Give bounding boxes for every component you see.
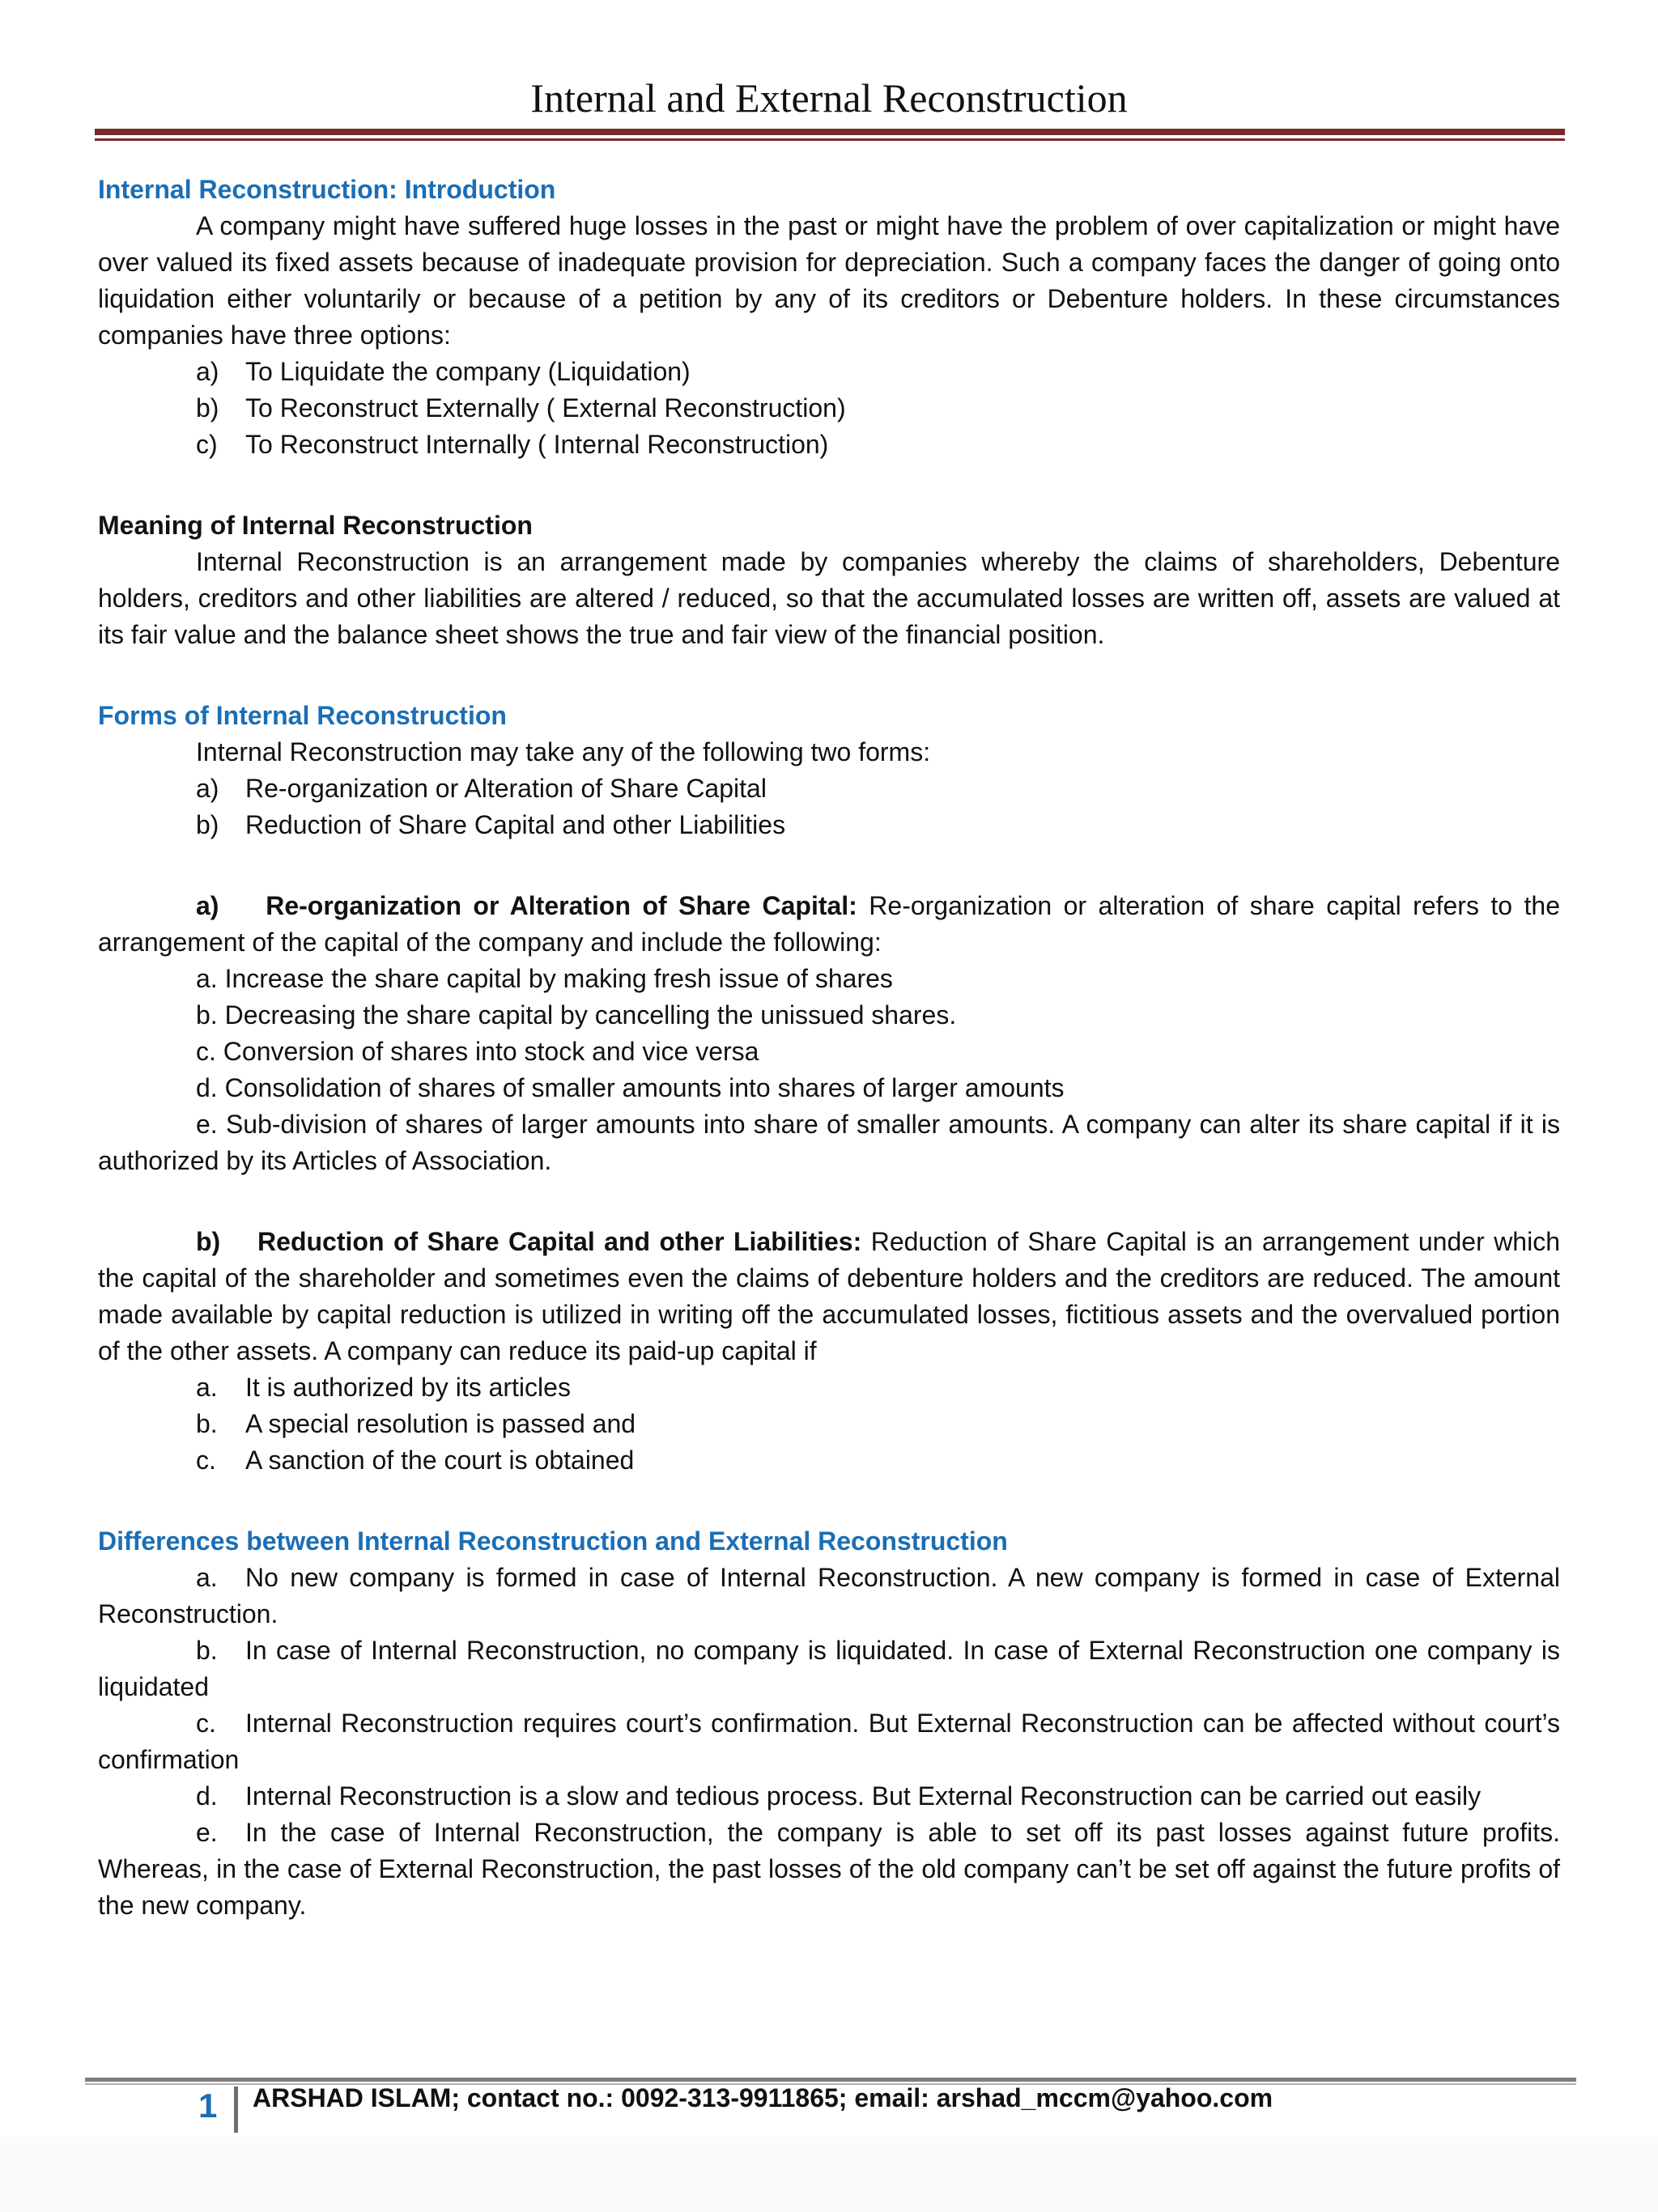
- list-text: No new company is formed in case of Internal Reconstruction. A new company is formed in case of External Reconstruction.: [98, 1563, 1560, 1628]
- difference-item: [98, 1632, 1560, 1705]
- list-text: Re-organization or Alteration of Share Capital: [245, 774, 767, 803]
- reduction-paragraph: [98, 1224, 1560, 1369]
- reduction-label: b) Reduction of Share Capital and other Liabilities:: [196, 1227, 862, 1256]
- list-item: [98, 771, 1560, 807]
- list-text: To Liquidate the company (Liquidation): [245, 357, 691, 386]
- forms-heading: Forms of Internal Reconstruction: [98, 701, 507, 730]
- reorganization-paragraph: [98, 888, 1560, 961]
- page-number: 1: [198, 2087, 218, 2125]
- list-item: d. Consolidation of shares of smaller amounts into shares of larger amounts: [196, 1073, 1065, 1102]
- page-title: Internal and External Reconstruction: [530, 75, 1128, 121]
- list-text: Internal Reconstruction requires court’s confirmation. But External Reconstruction can be affected without court’s confirmation: [98, 1709, 1560, 1774]
- header-rule-thin: [95, 138, 1565, 141]
- list-item: a. Increase the share capital by making fresh issue of shares: [196, 964, 893, 993]
- list-text: In the case of Internal Reconstruction, the company is able to set off its past losses against future profits. Whereas, in the case of External Reconstruction, the past losses of the old company can’t be set off against the future profits of the new company.: [98, 1818, 1560, 1920]
- list-marker: b.: [196, 1409, 218, 1438]
- page-bottom-shade: [0, 2137, 1658, 2212]
- intro-paragraph: A company might have suffered huge losses in the past or might have the problem of over capitalization or might have over valued its fixed assets because of inadequate provision for depreciation. Such a company faces the danger of going onto liquidation either voluntarily or because of a petition by any of its creditors or Debenture holders. In these circumstances companies have three options:: [98, 211, 1560, 350]
- list-text: To Reconstruct Externally ( External Reconstruction): [245, 393, 846, 422]
- reorganization-text: Re-organization or alteration of share capital refers to the arrangement of the capital of the company and include the following:: [98, 891, 1561, 957]
- list-text: Internal Reconstruction is a slow and tedious process. But External Reconstruction can be carried out easily: [245, 1781, 1482, 1811]
- differences-heading: Differences between Internal Reconstruction and External Reconstruction: [98, 1526, 1008, 1556]
- list-item: [98, 1442, 1560, 1479]
- list-marker: c.: [196, 1446, 216, 1475]
- list-item: [98, 427, 1560, 463]
- difference-item: [98, 1560, 1560, 1632]
- footer-divider: [234, 2087, 238, 2133]
- list-marker: d.: [196, 1781, 218, 1811]
- reduction-text: Reduction of Share Capital is an arrangement under which the capital of the shareholder and sometimes even the claims of debenture holders and the creditors are reduced. The amount made available by capital reduction is utilized in writing off the accumulated losses, fictitious assets and the overvalued portion of the other assets. A company can reduce its paid-up capital if: [98, 1227, 1561, 1365]
- list-item: c. Conversion of shares into stock and vice versa: [196, 1037, 759, 1066]
- list-item: [98, 807, 1560, 843]
- difference-item: [98, 1815, 1560, 1924]
- list-marker: b): [196, 393, 219, 422]
- list-text: A sanction of the court is obtained: [245, 1446, 635, 1475]
- list-marker: c): [196, 430, 218, 459]
- list-marker: e.: [196, 1818, 218, 1847]
- list-text: A special resolution is passed and: [245, 1409, 636, 1438]
- document-body: [98, 172, 1560, 1924]
- list-item: [98, 1369, 1560, 1406]
- list-text: Reduction of Share Capital and other Liabilities: [245, 810, 786, 839]
- forms-intro: Internal Reconstruction may take any of the following two forms:: [196, 737, 931, 766]
- list-marker: a.: [196, 1563, 218, 1592]
- list-marker: b.: [196, 1636, 218, 1665]
- meaning-heading: Meaning of Internal Reconstruction: [98, 511, 533, 540]
- list-marker: c.: [196, 1709, 216, 1738]
- list-marker: a.: [196, 1373, 218, 1402]
- footer-rule: [85, 2078, 1576, 2082]
- list-marker: b): [196, 810, 219, 839]
- meaning-paragraph: Internal Reconstruction is an arrangement made by companies whereby the claims of shareholders, Debenture holders, creditors and other liabilities are altered / reduced, so that the accumulated losses are written off, assets are valued at its fair value and the balance sheet shows the true and fair view of the financial position.: [98, 547, 1560, 649]
- list-item: [98, 354, 1560, 390]
- list-item: [98, 1406, 1560, 1442]
- list-text: In case of Internal Reconstruction, no company is liquidated. In case of External Reconstruction one company is liquidated: [98, 1636, 1560, 1701]
- footer-contact: ARSHAD ISLAM; contact no.: 0092-313-9911865; email: arshad_mccm@yahoo.com: [253, 2083, 1273, 2112]
- list-text: To Reconstruct Internally ( Internal Reconstruction): [245, 430, 829, 459]
- header-rule-thick: [95, 129, 1565, 135]
- list-item: [98, 390, 1560, 427]
- reorganization-label: a) Re-organization or Alteration of Share Capital:: [196, 891, 857, 920]
- difference-item: [98, 1705, 1560, 1778]
- difference-item: [98, 1778, 1560, 1815]
- list-item: b. Decreasing the share capital by cancelling the unissued shares.: [196, 1000, 957, 1030]
- list-marker: a): [196, 774, 219, 803]
- intro-heading: Internal Reconstruction: Introduction: [98, 175, 556, 204]
- list-item: e. Sub-division of shares of larger amounts into share of smaller amounts. A company can alter its share capital if it is authorized by its Articles of Association.: [98, 1110, 1560, 1175]
- list-text: It is authorized by its articles: [245, 1373, 571, 1402]
- list-marker: a): [196, 357, 219, 386]
